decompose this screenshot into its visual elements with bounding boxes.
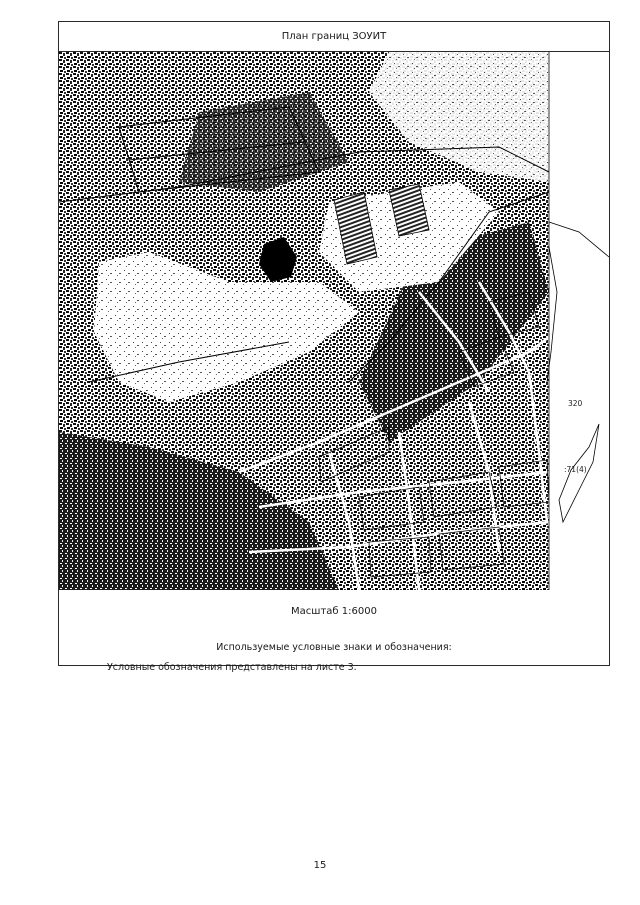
parcel-label-320: 320 — [568, 399, 583, 408]
legend-note: Условные обозначения представлены на листе 3. — [107, 662, 357, 673]
map-sheet-frame — [58, 21, 610, 673]
map-title: План границ ЗОУИТ — [59, 22, 609, 52]
aerial-map-image — [59, 52, 609, 590]
map-scale: Масштаб 1:6000 — [291, 606, 377, 617]
page-number: 15 — [313, 860, 327, 871]
legend-heading: Используемые условные знаки и обозначения: — [216, 642, 452, 653]
parcel-label-71: :71(4) — [564, 465, 587, 474]
aerial-map — [59, 52, 609, 590]
